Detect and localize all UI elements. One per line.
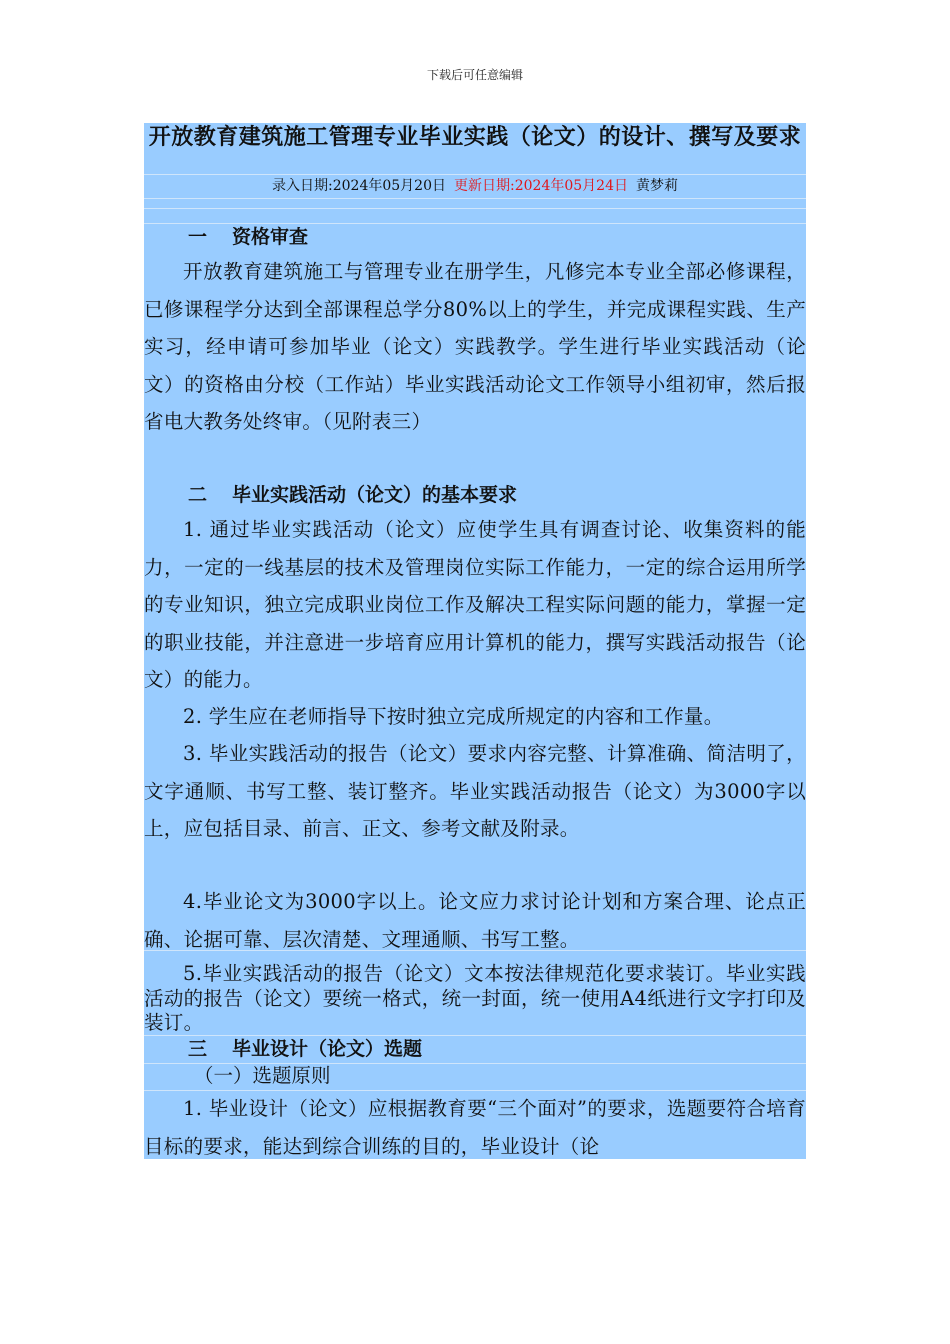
update-date: 更新日期:2024年05月24日 (454, 178, 628, 194)
page-header-note: 下载后可任意编辑 (426, 68, 523, 82)
section-heading-1 (188, 225, 308, 249)
section-title: 毕业实践活动（论文）的基本要求 (232, 484, 518, 506)
section-number: 三 (188, 1038, 208, 1060)
article-panel (144, 123, 806, 1159)
requirement-4: 4.毕业论文为3000字以上。论文应力求讨论计划和方案合理、论点正确、论据可靠、层次清楚、文理通顺、书写工整。 (144, 890, 806, 951)
section-heading-2 (188, 483, 517, 507)
section-1-paragraph: 开放教育建筑施工与管理专业在册学生，凡修完本专业全部必修课程，已修课程学分达到全部课程总学分80%以上的学生，并完成课程实践、生产实习，经申请可参加毕业（论文）实践教学。学生进行毕业实践活动（论文）的资格由分校（工作站）毕业实践活动论文工作领导小组初审，然后报省电大教务处终审。（见附表三） (144, 260, 806, 433)
section-heading-3 (188, 1037, 422, 1061)
section-title: 资格审查 (232, 226, 309, 248)
document-title: 开放教育建筑施工管理专业毕业实践（论文）的设计、撰写及要求 (148, 124, 802, 150)
row-divider (144, 174, 806, 175)
section-title: 毕业设计（论文）选题 (232, 1038, 423, 1060)
subsection-heading: （一）选题原则 (194, 1064, 331, 1087)
requirement-2: 2. 学生应在老师指导下按时独立完成所规定的内容和工作量。 (183, 705, 724, 728)
author: 黄梦莉 (635, 178, 678, 194)
document-meta (144, 177, 806, 195)
entry-date: 录入日期:2024年05月20日 (272, 178, 446, 194)
row-divider (144, 198, 806, 199)
requirement-3: 3. 毕业实践活动的报告（论文）要求内容完整、计算准确、简洁明了，文字通顺、书写工整、装订整齐。毕业实践活动报告（论文）为3000字以上，应包括目录、前言、正文、参考文献及附录。 (144, 742, 806, 840)
selection-principle-1: 1. 毕业设计（论文）应根据教育要“三个面对”的要求，选题要符合培育目标的要求，能达到综合训练的目的，毕业设计（论 (144, 1097, 806, 1158)
row-divider (144, 208, 806, 209)
section-number: 二 (188, 484, 208, 506)
requirement-1: 1. 通过毕业实践活动（论文）应使学生具有调查讨论、收集资料的能力，一定的一线基层的技术及管理岗位实际工作能力，一定的综合运用所学的专业知识，独立完成职业岗位工作及解决工程实际问题的能力，掌握一定的职业技能，并注意进一步培育应用计算机的能力，撰写实践活动报告（论文）的能力。 (144, 518, 806, 691)
section-number: 一 (188, 226, 208, 248)
requirement-5: 5.毕业实践活动的报告（论文）文本按法律规范化要求装订。毕业实践活动的报告（论文）要统一格式，统一封面，统一使用A4纸进行文字打印及装订。 (144, 962, 806, 1034)
row-divider (144, 223, 806, 224)
